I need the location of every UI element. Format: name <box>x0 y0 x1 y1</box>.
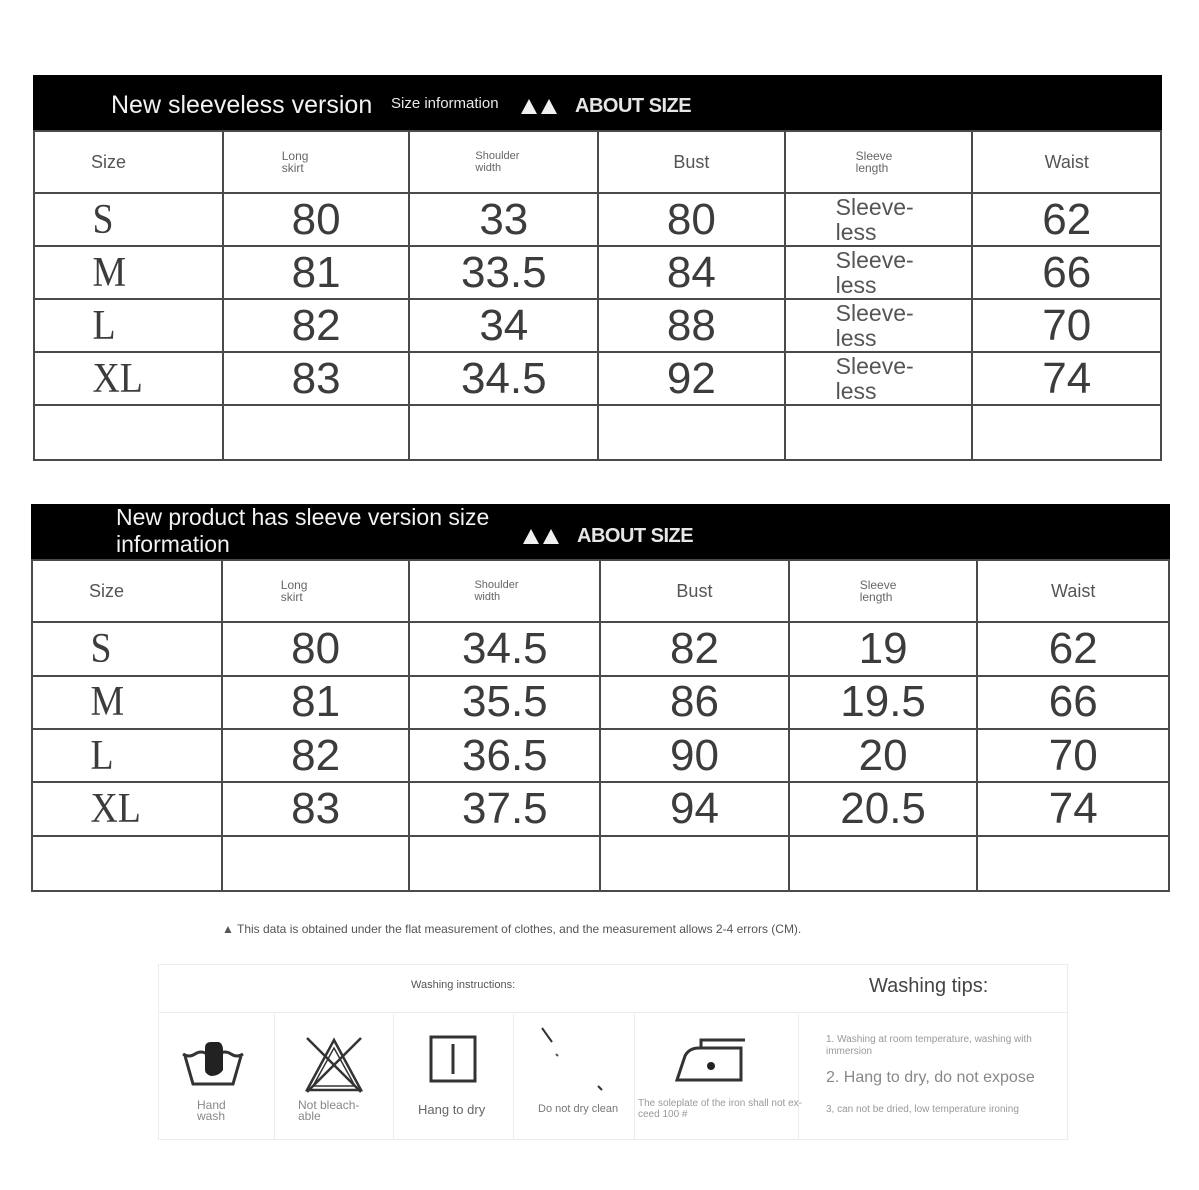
triangle-icon <box>543 529 559 544</box>
size-cell: M <box>32 676 203 729</box>
header-cell: Shoulder width <box>409 131 598 193</box>
about-size-label: ABOUT SIZE <box>523 525 693 548</box>
table-cell: Sleeve-less <box>785 193 973 246</box>
table-cell: 80 <box>222 622 410 675</box>
size-cell: XL <box>34 352 204 405</box>
size-chart-sleeve <box>31 504 1170 892</box>
header-cell: Sleeve length <box>789 560 978 622</box>
table-cell: 70 <box>972 299 1161 352</box>
table-cell: 34 <box>409 299 598 352</box>
table-cell: 19 <box>789 622 978 675</box>
about-size-label: ABOUT SIZE <box>521 95 691 118</box>
tip-item: 1. Washing at room temperature, washing with immersion <box>826 1034 1032 1057</box>
table-row <box>32 729 1169 782</box>
iron-icon <box>671 1036 751 1084</box>
table-header-row <box>34 131 1161 193</box>
table-row <box>32 676 1169 729</box>
header-cell: Sleeve length <box>785 131 973 193</box>
tip-item: 2. Hang to dry, do not expose <box>826 1069 1035 1086</box>
table-cell: 88 <box>598 299 785 352</box>
chart-subtitle: Size information <box>391 95 499 112</box>
washing-instructions-title: Washing instructions: <box>411 979 516 991</box>
table-cell: 66 <box>977 676 1169 729</box>
size-table <box>31 559 1170 892</box>
table-cell: 74 <box>977 782 1169 835</box>
care-item-iron: The soleplate of the iron shall not ex-ceed 100 # <box>635 1014 799 1140</box>
header-cell: Size <box>34 131 223 193</box>
header-cell: Bust <box>598 131 785 193</box>
table-cell: 92 <box>598 352 785 405</box>
table-cell: 81 <box>223 246 410 299</box>
triangle-icon <box>541 99 557 114</box>
header-cell: Waist <box>977 560 1169 622</box>
size-cell: S <box>32 622 203 675</box>
table-cell: 82 <box>222 729 410 782</box>
table-cell: 62 <box>972 193 1161 246</box>
table-cell: 80 <box>223 193 410 246</box>
measurement-note: ▲ This data is obtained under the flat measurement of clothes, and the measurement allows 2-4 errors (CM). <box>222 922 802 936</box>
table-cell: Sleeve-less <box>785 299 973 352</box>
table-cell: 20 <box>789 729 978 782</box>
size-chart-sleeveless <box>33 75 1162 461</box>
header-cell: Waist <box>972 131 1161 193</box>
table-cell: 37.5 <box>409 782 600 835</box>
size-cell: XL <box>32 782 203 835</box>
no-dry-clean-icon <box>536 1024 616 1094</box>
size-cell: S <box>34 193 204 246</box>
table-cell: 74 <box>972 352 1161 405</box>
table-cell: 94 <box>600 782 789 835</box>
table-cell: 82 <box>600 622 789 675</box>
table-cell: 86 <box>600 676 789 729</box>
header-cell: Shoulder width <box>409 560 600 622</box>
hang-dry-icon <box>428 1034 478 1084</box>
table-cell: 19.5 <box>789 676 978 729</box>
table-cell: 34.5 <box>409 352 598 405</box>
care-item-hang-dry: Hang to dry <box>394 1014 514 1140</box>
table-row <box>34 193 1161 246</box>
header-cell: Size <box>32 560 222 622</box>
care-item-no-dry-clean: Do not dry clean <box>514 1014 635 1140</box>
tip-item: 3, can not be dried, low temperature ironing <box>826 1104 1019 1115</box>
table-row <box>34 246 1161 299</box>
table-row <box>34 352 1161 405</box>
table-row <box>32 622 1169 675</box>
size-cell: L <box>34 299 204 352</box>
triangle-icon <box>523 529 539 544</box>
hand-wash-icon <box>179 1040 247 1088</box>
table-row-empty <box>34 405 1161 460</box>
table-cell: 36.5 <box>409 729 600 782</box>
header-cell: Bust <box>600 560 789 622</box>
table-cell: 33 <box>409 193 598 246</box>
header-cell: Long skirt <box>223 131 410 193</box>
triangle-icon <box>521 99 537 114</box>
table-cell: 62 <box>977 622 1169 675</box>
table-cell: 84 <box>598 246 785 299</box>
table-header-row <box>32 560 1169 622</box>
washing-panel <box>158 964 1068 1140</box>
table-cell: 81 <box>222 676 410 729</box>
chart-header-bar <box>31 504 1170 559</box>
no-bleach-icon <box>303 1034 365 1096</box>
table-cell: 70 <box>977 729 1169 782</box>
table-cell: 35.5 <box>409 676 600 729</box>
chart-title: New sleeveless version <box>111 91 373 119</box>
table-cell: 66 <box>972 246 1161 299</box>
header-cell: Long skirt <box>222 560 410 622</box>
washing-tips-list <box>799 1014 1067 1140</box>
chart-header-bar <box>33 75 1162 130</box>
chart-title: New product has sleeve version size information <box>116 504 490 557</box>
table-cell: Sleeve-less <box>785 246 973 299</box>
table-cell: 33.5 <box>409 246 598 299</box>
table-row <box>32 782 1169 835</box>
washing-header <box>159 965 1067 1013</box>
table-cell: Sleeve-less <box>785 352 973 405</box>
size-table <box>33 130 1162 461</box>
care-item-no-bleach: Not bleach-able <box>275 1014 394 1140</box>
table-cell: 34.5 <box>409 622 600 675</box>
washing-tips-title: Washing tips: <box>869 975 989 997</box>
table-cell: 83 <box>223 352 410 405</box>
table-cell: 90 <box>600 729 789 782</box>
size-cell: L <box>32 729 203 782</box>
size-cell: M <box>34 246 204 299</box>
table-row <box>34 299 1161 352</box>
table-cell: 20.5 <box>789 782 978 835</box>
table-cell: 80 <box>598 193 785 246</box>
table-row-empty <box>32 836 1169 891</box>
table-cell: 82 <box>223 299 410 352</box>
table-cell: 83 <box>222 782 410 835</box>
care-item-hand-wash: Hand wash <box>159 1014 275 1140</box>
